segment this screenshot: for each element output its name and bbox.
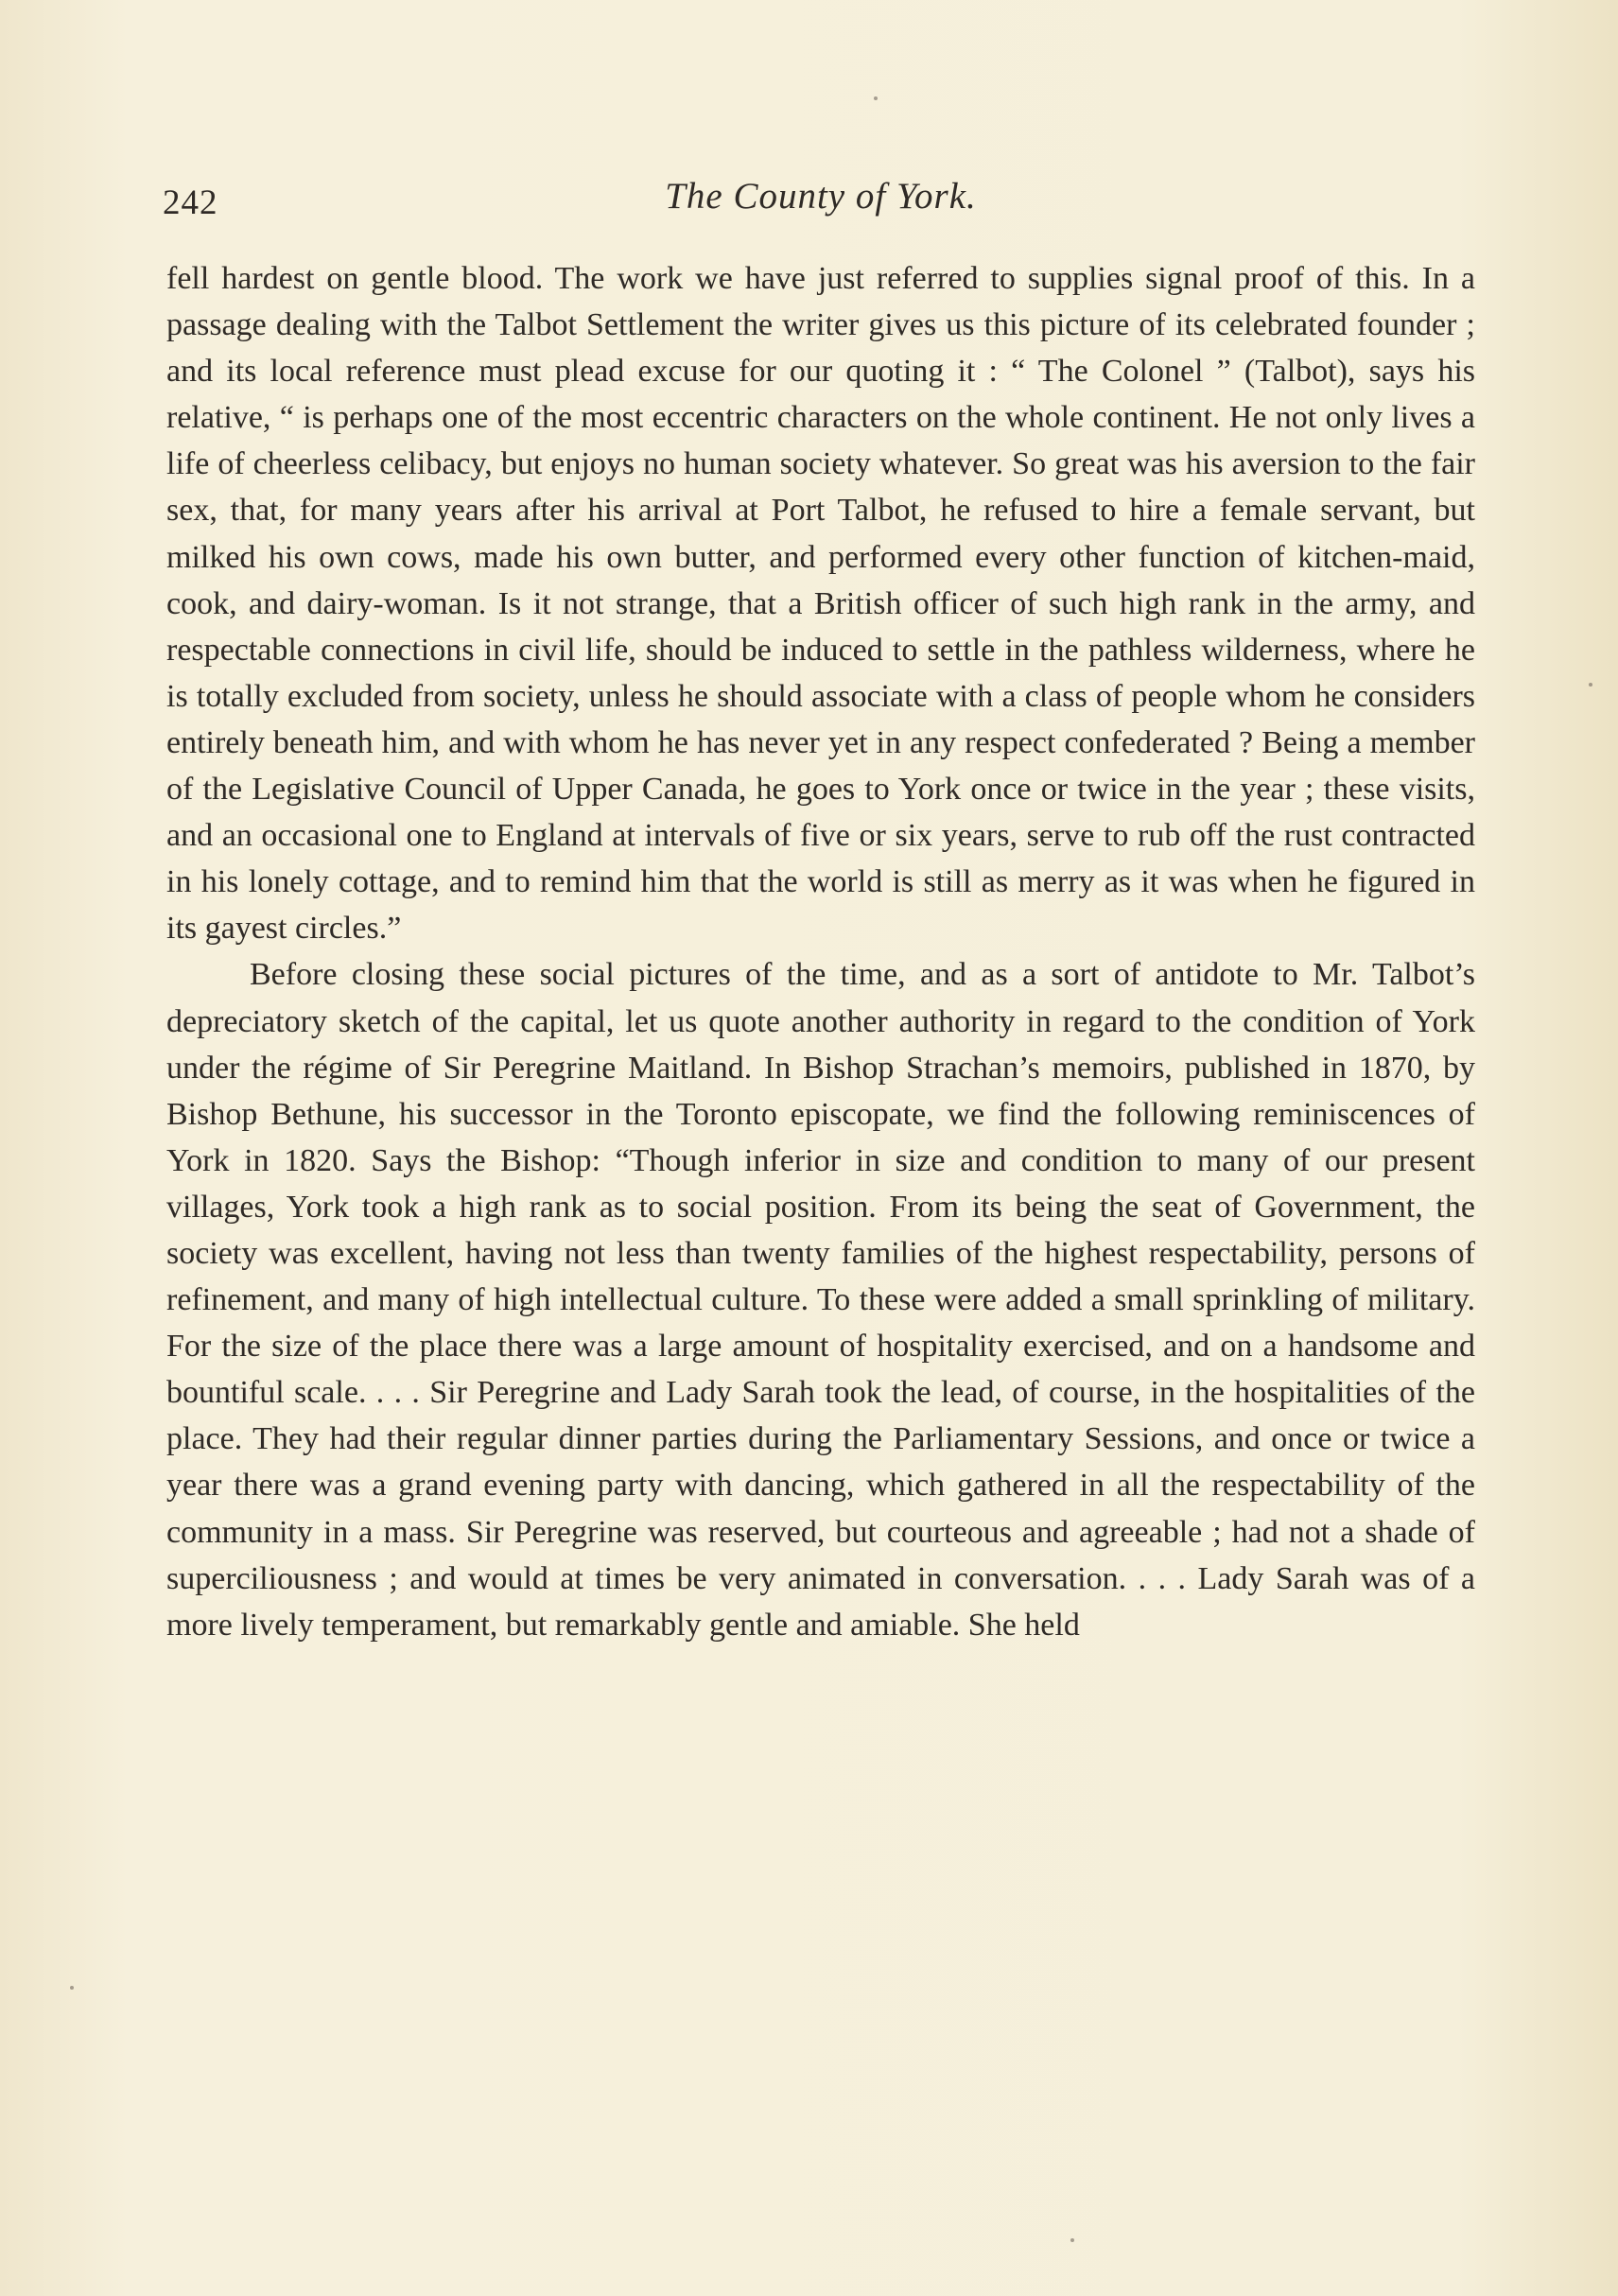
- page-number: 242: [163, 183, 218, 222]
- paper-speck: [1070, 2238, 1074, 2242]
- paragraph-1: fell hardest on gentle blood. The work we have just referred to supplies signal proof of this. In a passage dealing with the Talbot Settlement the writer gives us this picture of its celebrated founder ; and its local reference must plead excuse for our quoting it : “ The Colonel ” (Talbot), says his relative, “ is perhaps one of the most eccentric characters on the whole continent. He not only lives a life of cheerless celibacy, but enjoys no human society whatever. So great was his aversion to the fair sex, that, for many years after his arrival at Port Talbot, he refused to hire a female servant, but milked his own cows, made his own butter, and performed every other function of kitchen-maid, cook, and dairy-woman. Is it not strange, that a British officer of such high rank in the army, and respectable connections in civil life, should be induced to settle in the pathless wilderness, where he is totally excluded from society, unless he should associate with a class of people whom he considers entirely beneath him, and with whom he has never yet in any respect confederated ? Being a member of the Legislative Council of Upper Canada, he goes to York once or twice in the year ; these visits, and an occasional one to England at intervals of five or six years, serve to rub off the rust contracted in his lonely cottage, and to remind him that the world is still as merry as it was when he figured in its gayest circles.”: [166, 261, 1475, 947]
- paragraph-2: Before closing these social pictures of the time, and as a sort of antidote to Mr. Talbot’s depreciatory sketch of the capital, let us quote another authority in regard to the condition of York under the régime of Sir Peregrine Maitland. In Bishop Strachan’s memoirs, published in 1870, by Bishop Bethune, his successor in the Toronto episcopate, we find the following reminiscences of York in 1820. Says the Bishop: “Though inferior in size and condition to many of our present villages, York took a high rank as to social position. From its being the seat of Government, the society was excellent, having not less than twenty families of the highest respectability, persons of refinement, and many of high intellectual culture. To these were added a small sprinkling of military. For the size of the place there was a large amount of hospitality exercised, and on a handsome and bountiful scale. . . . Sir Peregrine and Lady Sarah took the lead, of course, in the hospitalities of the place. They had their regular dinner parties during the Parliamentary Sessions, and once or twice a year there was a grand evening party with dancing, which gathered in all the respectability of the community in a mass. Sir Peregrine was reserved, but courteous and agreeable ; had not a shade of superciliousness ; and would at times be very animated in conversation. . . . Lady Sarah was of a more lively temperament, but remarkably gentle and amiable. She held: [166, 957, 1475, 1643]
- page-header: [163, 175, 1479, 232]
- paper-speck: [874, 96, 878, 100]
- paper-speck: [70, 1986, 74, 1990]
- running-title: The County of York.: [665, 176, 977, 217]
- body-text: [166, 255, 1475, 1648]
- paper-speck: [1589, 683, 1592, 687]
